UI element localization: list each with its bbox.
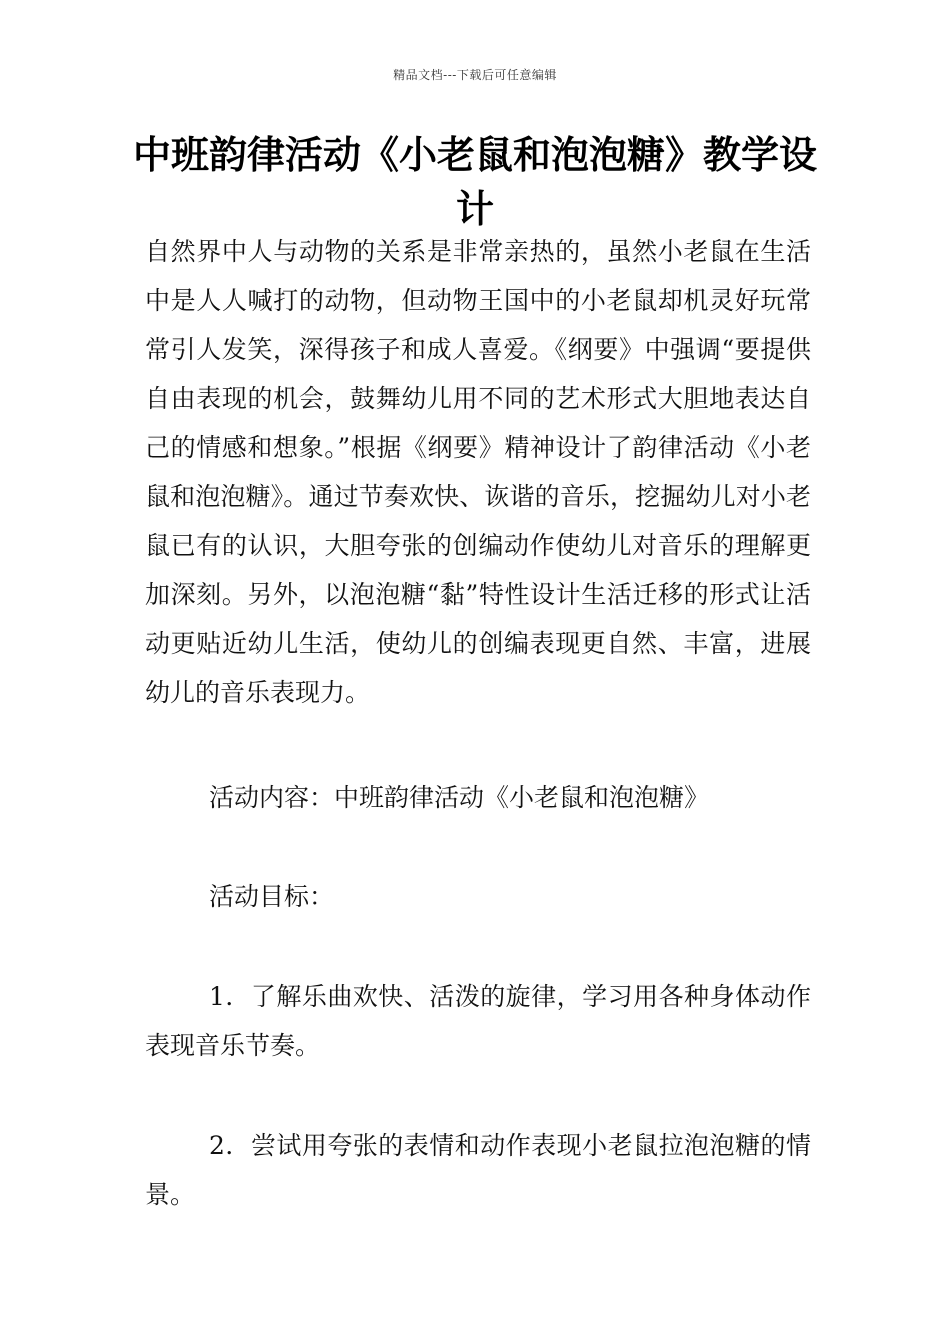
activity-goals-heading: 活动目标： [209, 882, 335, 911]
activity-content-paragraph: 活动内容：中班韵律活动《小老鼠和泡泡糖》 [209, 783, 710, 812]
goal-item-1: 1．了解乐曲欢快、活泼的旋律，学习用各种身体动作表现音乐节奏。 [145, 982, 811, 1060]
document-title: 中班韵律活动《小老鼠和泡泡糖》教学设计 [132, 133, 817, 231]
goal-item-2: 2．尝试用夸张的表情和动作表现小老鼠拉泡泡糖的情景。 [145, 1131, 811, 1209]
header-note: 精品文档---下载后可任意编辑 [393, 68, 557, 82]
intro-paragraph: 自然界中人与动物的关系是非常亲热的，虽然小老鼠在生活中是人人喊打的动物，但动物王国中的小老鼠却机灵好玩常常引人发笑，深得孩子和成人喜爱。《纲要》中强调“要提供自由表现的机会，鼓舞幼儿用不同的艺术形式大胆地表达自己的情感和想象。”根据《纲要》精神设计了韵律活动《小老鼠和泡泡糖》。通过节奏欢快、诙谐的音乐，挖掘幼儿对小老鼠已有的认识，大胆夸张的创编动作使幼儿对音乐的理解更加深刻。另外，以泡泡糖“黏”特性设计生活迁移的形式让活动更贴近幼儿生活，使幼儿的创编表现更自然、丰富，进展幼儿的音乐表现力。 [145, 237, 811, 707]
